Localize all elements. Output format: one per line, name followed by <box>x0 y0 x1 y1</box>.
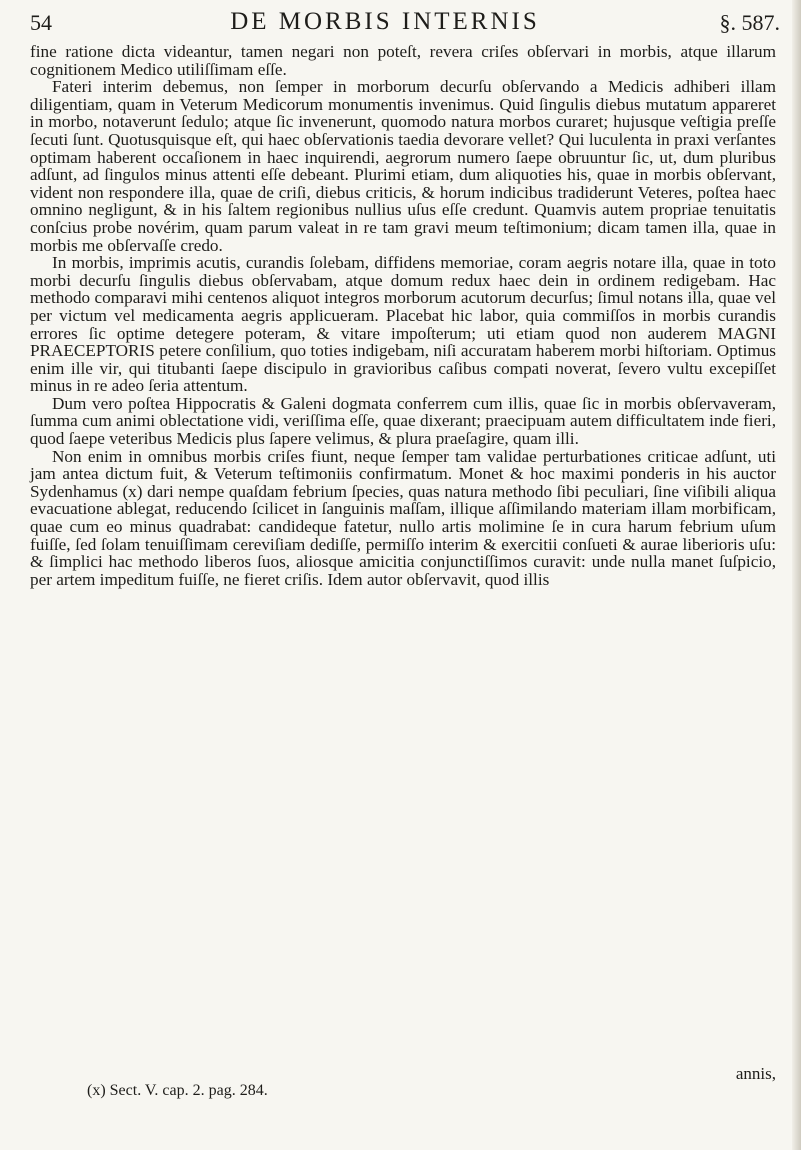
page-edge <box>792 0 801 1150</box>
catchword: annis, <box>735 1064 776 1083</box>
paragraph-4: Dum vero poſtea Hippocratis & Galeni dogmata conferrem cum illis, quae ſic in morbis obſervaveram, ſumma cum animi oblectatione vidi, veriſſima eſſe, quae dixerant; praecipuam autem difficultatem inde fieri, quod ſaepe veteribus Medicis plus ſapere velimus, & plura praeſagire, quam illi. <box>30 393 776 449</box>
paragraph-3: In morbis, imprimis acutis, curandis ſolebam, diffidens memoriae, coram aegris notare illa, quae in toto morbi decurſu ſingulis diebus obſervabam, atque domum redux haec dein in ordinem redigebam. Hac methodo comparavi mihi centenos aliquot integros morborum acutorum decurſus; ſimul notans illa, quae vel per victum vel medicamenta aegris applicueram. Placebat hic labor, quia commiſſos in morbis curandis errores ſic optime detegere poteram, & vitare impoſterum; uti etiam quod non auderem MAGNI PRAECEPTORIS petere conſilium, quo toties indigebam, niſi accuratam haberem morbi hiſtoriam. Optimus enim ille vir, qui titubanti ſaepe discipulo in gravioribus caſibus compati noverat, ſevero vultu excepiſſet minus in re adeo ſeria attentum. <box>30 253 776 396</box>
footnote: (x) Sect. V. cap. 2. pag. 284. <box>87 1082 268 1099</box>
section-marker: §. 587. <box>719 10 780 35</box>
page-number: 54 <box>30 10 52 35</box>
running-title: DE MORBIS INTERNIS <box>230 8 540 35</box>
paragraph-1: fine ratione dicta videantur, tamen negari non poteſt, revera criſes obſervari in morbis, atque illarum cognitionem Medico utiliſſimam eſſe. <box>30 42 776 79</box>
body-text <box>30 43 776 588</box>
paragraph-5: Non enim in omnibus morbis criſes fiunt, neque ſemper tam validae perturbationes criticae adſunt, uti jam antea dictum fuit, & Veterum teſtimoniis confirmatum. Monet & hoc maximi ponderis in his auctor Sydenhamus (x) dari nempe quaſdam febrium ſpecies, quas natura methodo ſibi peculiari, ſine viſibili aliqua evacuatione ablegat, reducendo ſcilicet in ſanguinis maſſam, illique aſſimilando materiam illam morbificam, quae cum eo minus quadrabat: candideque fatetur, nullo artis molimine ſe in cura harum febrium uſum fuiſſe, ſed ſolam tenuiſſimam cereviſiam dediſſe, permiſſo interim & exercitii conſueti & aurae liberioris uſu: & ſimplici hac methodo liberos ſuos, aliosque amicitia conjunctiſſimos curavit: unde nulla manet ſuſpicio, per artem impeditum fuiſſe, ne fieret criſis. Idem autor obſervavit, quod illis <box>30 446 776 589</box>
paragraph-2: Fateri interim debemus, non ſemper in morborum decurſu obſervando a Medicis adhiberi illam diligentiam, quam in Veterum Medicorum monumentis invenimus. Quid ſingulis diebus mutatum appareret in morbo, notaverunt ſedulo; atque ſic invenerunt, quomodo natura morbos curaret; hujusque veſtigia preſſe ſecuti ſunt. Quotusquisque eſt, qui haec obſervationis taedia devorare vellet? Qui luculenta in praxi verſantes optimam haberent occaſionem in haec inquirendi, aegrorum numero ſaepe obruuntur ſic, ut, dum pluribus adſunt, ad ſingulos minus attenti eſſe debeant. Plurimi etiam, dum aliquoties his, quae in morbis obſervant, vident non respondere illa, quae de criſi, diebus criticis, & horum indicibus tradiderunt Veteres, poſtea haec omnino negligunt, & in his ſaltem regionibus nullius uſus eſſe credunt. Quamvis autem propriae tenuitatis conſcius probe novérim, quam parum valeat in re tam gravi meum teſtimonium; dicam tamen illa, quae in morbis me obſervaſſe credo. <box>30 77 776 255</box>
running-header <box>30 6 780 46</box>
